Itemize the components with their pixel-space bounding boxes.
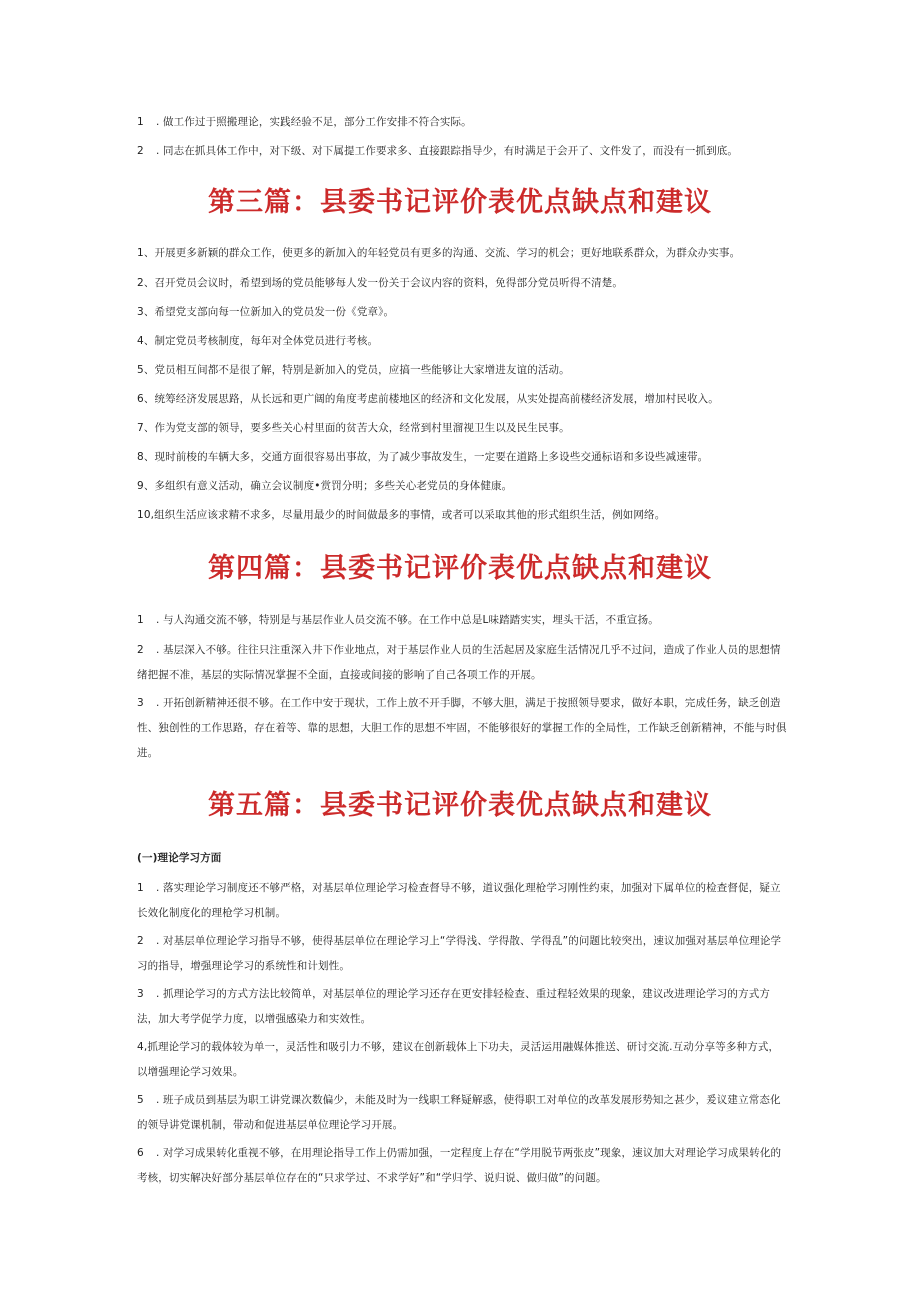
list-item	[137, 110, 787, 135]
item-text: 4,抓理论学习的载体较为单一，灵活性和吸引力不够，建议在创新载体上下功夫，灵活运用融媒体推送、研讨交流.互动分享等多种方式，以增强理论学习效果。	[137, 1041, 780, 1078]
section-title: 第三篇：县委书记评价表优点缺点和建议	[208, 187, 712, 218]
item-number: 2	[137, 145, 144, 157]
item-number: 5	[137, 1094, 144, 1106]
list-item	[137, 608, 787, 633]
section-title: 第四篇：县委书记评价表优点缺点和建议	[208, 553, 712, 584]
item-number: 3	[137, 697, 144, 709]
list-item	[137, 1088, 787, 1138]
item-text: . 落实理论学习制度还不够严格，对基层单位理论学习检查督导不够，道议强化理枪学习刚性约束，加强对下属单位的检查督促，疑立长效化制度化的理枪学习机制。	[137, 882, 781, 919]
list-item	[137, 638, 787, 688]
item-text: . 开拓创新精神还很不够。在工作中安于现状，工作上放不开手脚，不够大胆，满足于按照领导要求，做好本职，完成任务，缺乏创造性、独创性的工作思路，存在着等、靠的思想，大胆工作的思想不牢固，不能够很好的掌握工作的全局性，工作缺乏创新精神，不能与时俱进。	[137, 697, 787, 759]
list-item: 3、希望党支部向每一位新加入的党员发一份《党章》。	[137, 306, 395, 318]
list-item: 5、党员相互间都不是很了解，特别是新加入的党员，应搞一些能够让大家增进友谊的活动。	[137, 364, 570, 376]
item-text: . 对基层单位理论学习指导不够，使得基层单位在理论学习上“学得浅、学得散、学得乱”的问题比较突出，速议加强对基层单位理论学习的指导，增强理论学习的系统性和计划性。	[137, 935, 782, 972]
list-item	[137, 139, 787, 164]
item-text: . 做工作过于照搬理论，实践经验不足，部分工作安排不符合实际。	[156, 116, 472, 128]
list-item	[137, 876, 787, 926]
list-item	[137, 691, 787, 766]
item-text: . 基层深入不够。往往只注重深入井下作业地点，对于基层作业人员的生活起居及家庭生活情况几乎不过问，造成了作业人员的思想情绪把握不准，基层的实际情况掌握不全面，直接或间接的影响了自己各项工作的开展。	[137, 644, 781, 681]
list-item	[137, 1141, 787, 1191]
list-item: 8、现时前梭的车辆大多，交通方面很容易出事故，为了减少事故发生，一定要在道路上多设些交通标语和多设些减速带。	[137, 451, 709, 463]
item-number: 2	[137, 935, 144, 947]
item-text: . 对学习成果转化重视不够，在用理论指导工作上仍需加强，一定程度上存在“学用脱节两张皮”现象，速议加大对理论学习成果转化的考核，切实解决好部分基层单位存在的“只求学过、不求学好”和“学归学、说归说、做归做”的问题。	[137, 1147, 782, 1184]
list-item	[137, 1035, 787, 1085]
list-item: 10,组织生活应该求精不求多，尽量用最少的时间做最多的事情，或者可以采取其他的形式组织生活，例如网络。	[137, 509, 666, 521]
item-number: 1	[137, 882, 144, 894]
list-item: 7、作为党支部的领导，要多些关心村里面的贫苦大众，经常到村里溜视卫生以及民生民事。	[137, 422, 570, 434]
item-text: . 抓理论学习的方式方法比较简单，对基层单位的理论学习还存在更安排轻检查、重过程轻效果的现象，建议改进理论学习的方式方法，加大考学促学力度，以增强感染力和实效性。	[137, 988, 771, 1025]
item-number: 3	[137, 988, 144, 1000]
item-number: 1	[137, 614, 144, 626]
list-item: 9、多组织有意义活动，确立会议制度•赏罚分明；多些关心老党员的身体健康。	[137, 480, 513, 492]
list-item	[137, 929, 787, 979]
list-item: 1、开展更多新颖的群众工作，使更多的新加入的年轻党员有更多的沟通、交流、学习的机会；更好地联系群众，为群众办实事。	[137, 247, 741, 259]
item-text: . 班子成员到基层为职工讲党课次数偏少，未能及时为一线职工释疑解惑，使得职工对单位的改革发展形势知之甚少，爰议建立常态化的领导讲党课机制，带动和促进基层单位理论学习开展。	[137, 1094, 781, 1131]
list-item: 6、统筹经济发展思路，从长远和更广阔的角度考虑前楼地区的经济和文化发展，从实处提高前楼经济发展，增加村民收入。	[137, 393, 719, 405]
item-number: 2	[137, 644, 144, 656]
list-item: 2、召开党员会议时，希望到场的党员能够每人发一份关于会议内容的资料，免得部分党员听得不清楚。	[137, 277, 624, 289]
item-text: . 与人沟通交流不够，特别是与基层作业人员交流不够。在工作中总是L味踏踏实实，埋头干活，不重宣扬。	[156, 614, 659, 626]
subheading: (一)理论学习方面	[137, 852, 222, 864]
section-title: 第五篇：县委书记评价表优点缺点和建议	[208, 790, 712, 821]
item-text: . 同志在抓具体工作中，对下级、对下属提工作要求多、直接跟踪指导少，有时满足于会开了、文件发了，而没有一抓到底。	[156, 145, 739, 157]
item-number: 6	[137, 1147, 144, 1159]
list-item: 4、制定党员考核制度，每年对全体党员进行考核。	[137, 335, 379, 347]
list-item	[137, 982, 787, 1032]
item-number: 1	[137, 116, 144, 128]
